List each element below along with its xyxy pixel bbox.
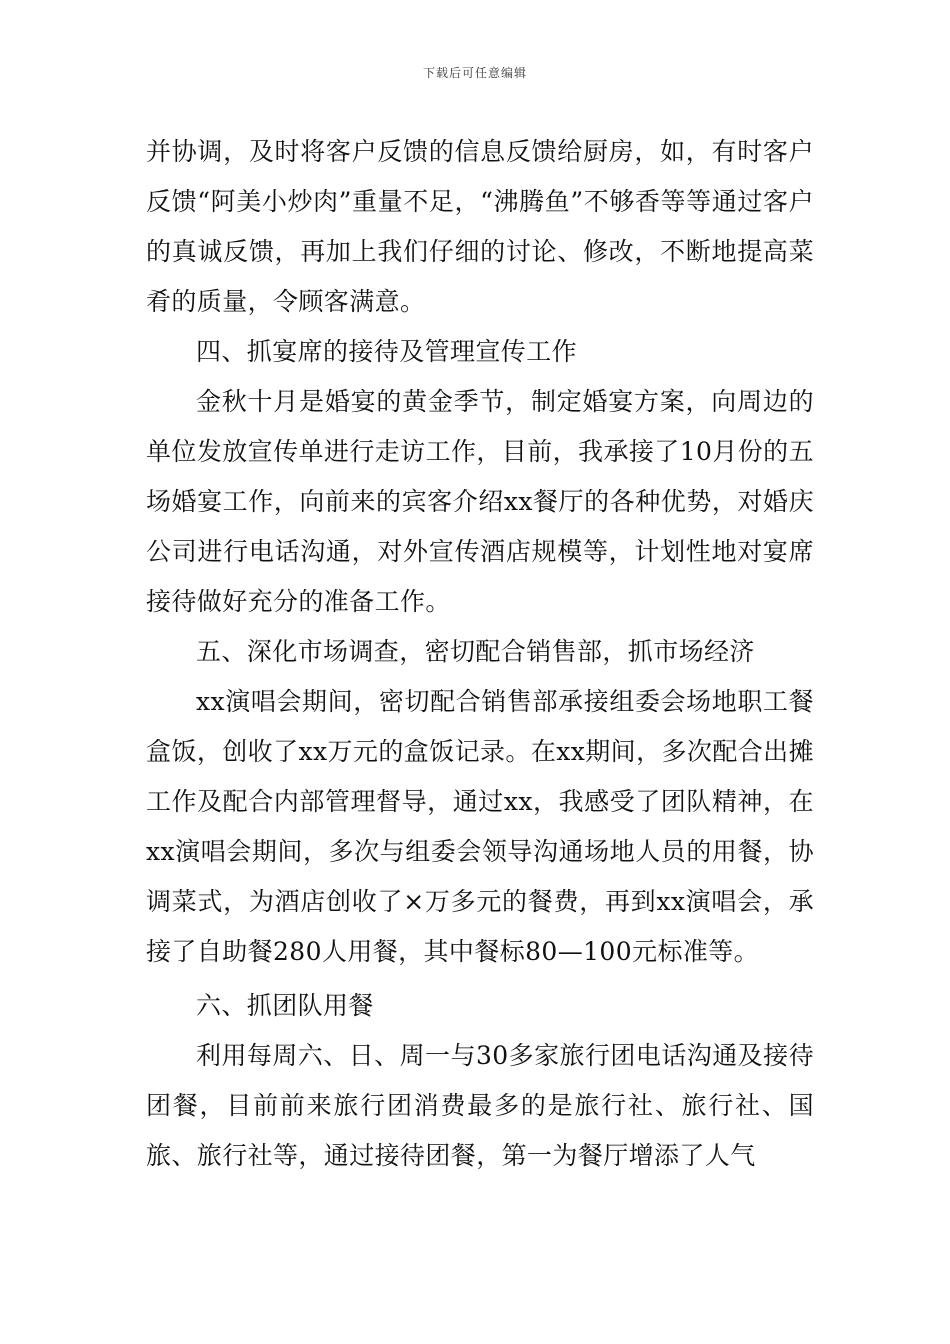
paragraph-continuation: 并协调，及时将客户反馈的信息反馈给厨房，如，有时客户反馈“阿美小炒肉”重量不足，“沸腾鱼”不够香等等通过客户的真诚反馈，再加上我们仔细的讨论、修改，不断地提高菜肴的质量，令顾客满意。	[146, 137, 814, 316]
section-heading-4: 四、抓宴席的接待及管理宣传工作	[196, 337, 578, 366]
document-body	[146, 127, 814, 1181]
paragraph-section-5: xx演唱会期间，密切配合销售部承接组委会场地职工餐盒饭，创收了xx万元的盒饭记录。在xx期间，多次配合出摊工作及配合内部管理督导，通过xx，我感受了团队精神，在xx演唱会期间，多次与组委会领导沟通场地人员的用餐，协调菜式，为酒店创收了×万多元的餐费，再到xx演唱会，承接了自助餐280人用餐，其中餐标80—100元标准等。	[146, 687, 814, 966]
section-heading-5: 五、深化市场调查，密切配合销售部，抓市场经济	[196, 637, 755, 666]
section-heading-6: 六、抓团队用餐	[196, 991, 374, 1020]
paragraph-section-4: 金秋十月是婚宴的黄金季节，制定婚宴方案，向周边的单位发放宣传单进行走访工作，目前，我承接了10月份的五场婚宴工作，向前来的宾客介绍xx餐厅的各种优势，对婚庆公司进行电话沟通，对外宣传酒店规模等，计划性地对宴席接待做好充分的准备工作。	[146, 387, 814, 616]
header-note: 下载后可任意编辑	[422, 66, 527, 80]
paragraph-section-6: 利用每周六、日、周一与30多家旅行团电话沟通及接待团餐，目前前来旅行团消费最多的是旅行社、旅行社、国旅、旅行社等，通过接待团餐，第一为餐厅增添了人气	[146, 1041, 814, 1170]
